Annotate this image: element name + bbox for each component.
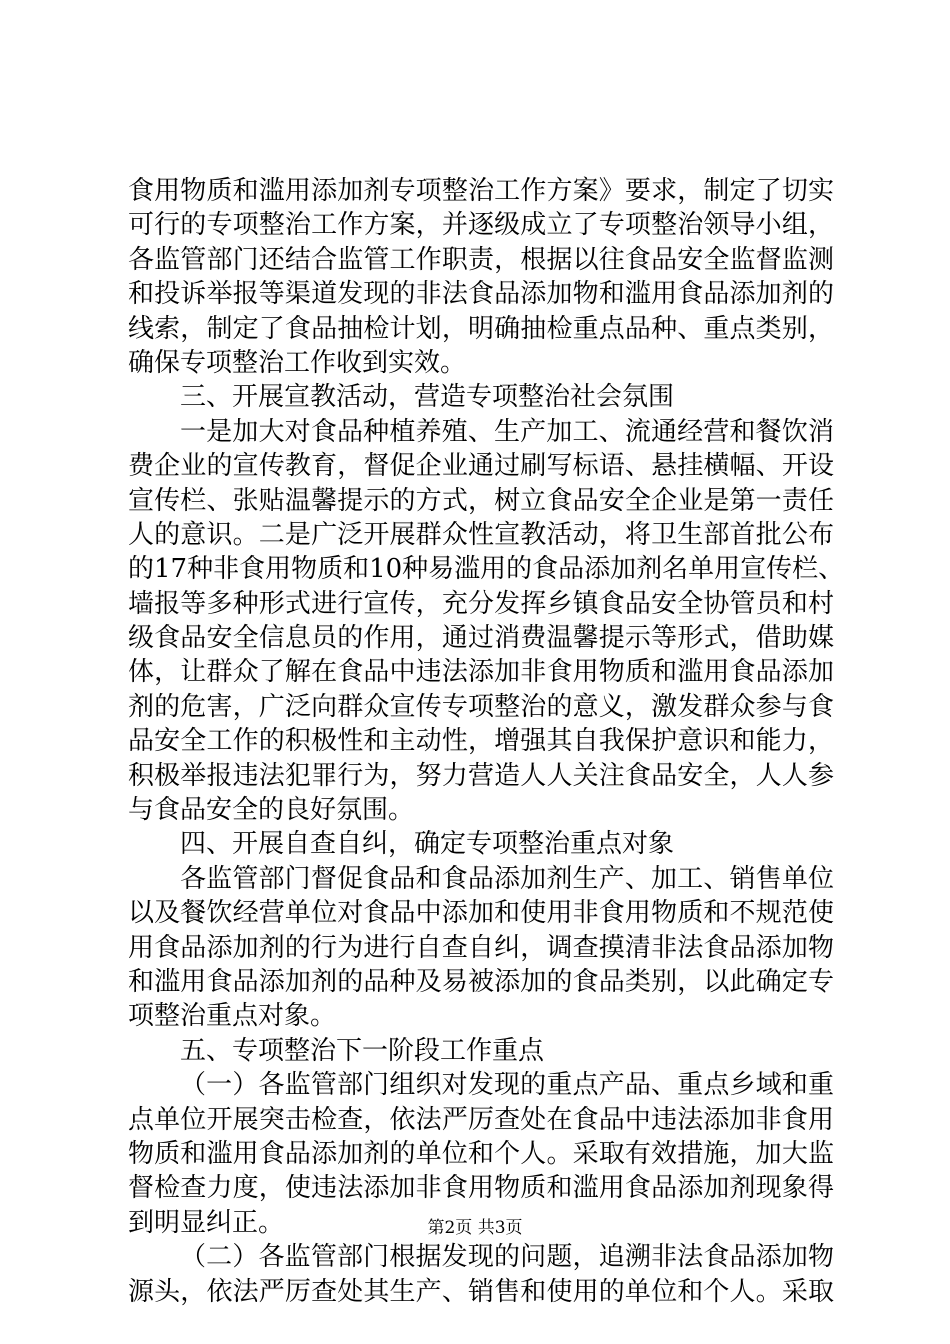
text-line: 源头，依法严厉查处其生产、销售和使用的单位和个人。采取 [128, 1276, 834, 1307]
text-line: 一是加大对食品种植养殖、生产加工、流通经营和餐饮消 [180, 416, 834, 447]
text-line: 以及餐饮经营单位对食品中添加和使用非食用物质和不规范使 [128, 898, 834, 929]
text-line: 人的意识。二是广泛开展群众性宣教活动，将卫生部首批公布 [128, 519, 834, 550]
text-line: 墙报等多种形式进行宣传，充分发挥乡镇食品安全协管员和村 [128, 588, 834, 619]
text-line: 可行的专项整治工作方案，并逐级成立了专项整治领导小组， [128, 210, 834, 241]
text-line: 费企业的宣传教育，督促企业通过刷写标语、悬挂横幅、开设 [128, 451, 834, 482]
text-line: 宣传栏、张贴温馨提示的方式，树立食品安全企业是第一责任 [128, 485, 834, 516]
text-line: 各监管部门督促食品和食品添加剂生产、加工、销售单位 [180, 863, 834, 894]
text-line: （二）各监管部门根据发现的问题，追溯非法食品添加物 [180, 1242, 834, 1273]
text-line: 级食品安全信息员的作用，通过消费温馨提示等形式，借助媒 [128, 623, 834, 654]
text-line: 点单位开展突击检查，依法严厉查处在食品中违法添加非食用 [128, 1104, 834, 1135]
text-line: 食用物质和滥用添加剂专项整治工作方案》要求，制定了切实 [128, 176, 834, 206]
page-number: 第2页 共3页 [427, 1218, 523, 1238]
text-line: 确保专项整治工作收到实效。 [128, 347, 467, 378]
text-line: 到明显纠正。 [128, 1207, 285, 1238]
text-line: （一）各监管部门组织对发现的重点产品、重点乡域和重 [180, 1070, 834, 1101]
text-line: 与食品安全的良好氛围。 [128, 795, 415, 826]
text-line: 线索，制定了食品抽检计划，明确抽检重点品种、重点类别， [128, 313, 834, 344]
text-line: 督检查力度，使违法添加非食用物质和滥用食品添加剂现象得 [128, 1173, 834, 1204]
text-line: 积极举报违法犯罪行为，努力营造人人关注食品安全，人人参 [128, 760, 834, 791]
text-line: 和投诉举报等渠道发现的非法食品添加物和滥用食品添加剂的 [128, 279, 834, 310]
text-line: 五、专项整治下一阶段工作重点 [180, 1035, 545, 1066]
text-line: 的17种非食用物质和10种易滥用的食品添加剂名单用宣传栏、 [128, 554, 845, 585]
text-line: 物质和滥用食品添加剂的单位和个人。采取有效措施，加大监 [128, 1138, 834, 1169]
text-line: 三、开展宣教活动，营造专项整治社会氛围 [180, 382, 675, 413]
text-line: 四、开展自查自纠，确定专项整治重点对象 [180, 829, 675, 860]
text-line: 和滥用食品添加剂的品种及易被添加的食品类别，以此确定专 [128, 966, 834, 997]
text-line: 用食品添加剂的行为进行自查自纠，调查摸清非法食品添加物 [128, 932, 834, 963]
page-footer [0, 1216, 950, 1240]
text-line: 项整治重点对象。 [128, 1001, 337, 1032]
document-body [128, 174, 845, 1309]
text-line: 品安全工作的积极性和主动性，增强其自我保护意识和能力， [128, 726, 834, 757]
text-line: 剂的危害，广泛向群众宣传专项整治的意义，激发群众参与食 [128, 691, 834, 722]
text-line: 体，让群众了解在食品中违法添加非食用物质和滥用食品添加 [128, 657, 834, 688]
text-line: 各监管部门还结合监管工作职责，根据以往食品安全监督监测 [128, 244, 834, 275]
